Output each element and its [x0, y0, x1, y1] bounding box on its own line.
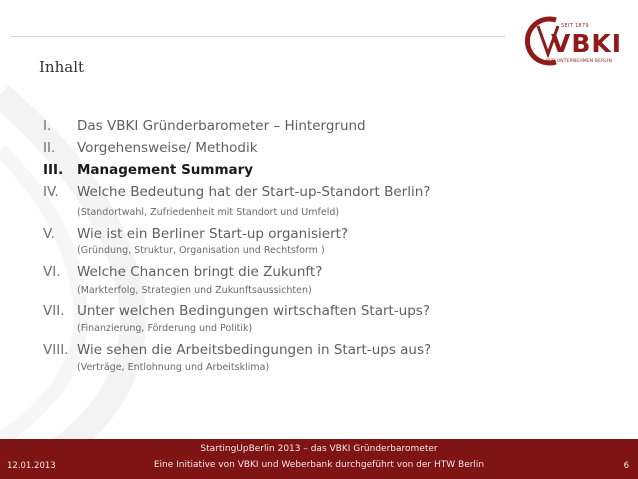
footer-title: StartingUpBerlin 2013 – das VBKI Gründerbarometer: [200, 444, 438, 454]
agenda-item-active: Management Summary: [77, 162, 254, 178]
agenda-item: Wie ist ein Berliner Start-up organisiert?: [77, 226, 349, 242]
agenda-subtitle: (Markterfolg, Strategien und Zukunftsaussichten): [77, 285, 312, 296]
agenda-number-active: III.: [43, 162, 64, 178]
agenda-item: Welche Bedeutung hat der Start-up-Standort Berlin?: [77, 184, 431, 200]
agenda-number: II.: [43, 140, 56, 156]
agenda-item: Unter welchen Bedingungen wirtschaften Start-ups?: [77, 303, 431, 319]
agenda-subtitle: (Finanzierung, Förderung und Politik): [77, 323, 253, 334]
logo-wordmark: VBKI: [551, 29, 623, 58]
agenda-subtitle: (Verträge, Entlohnung und Arbeitsklima): [77, 362, 270, 373]
header-divider: [10, 36, 505, 37]
agenda-number: IV.: [43, 184, 59, 200]
agenda-number: VI.: [43, 264, 61, 280]
agenda-item: Wie sehen die Arbeitsbedingungen in Start-ups aus?: [77, 342, 432, 358]
agenda-subtitle: (Standortwahl, Zufriedenheit mit Standort und Umfeld): [77, 207, 340, 218]
page-number: 6: [623, 461, 629, 471]
logo-tagline: WIR UNTERNEHMEN BERLIN: [546, 59, 612, 64]
logo-since: SEIT 1879: [561, 23, 589, 29]
agenda-item: Vorgehensweise/ Methodik: [77, 140, 258, 156]
agenda-number: VIII.: [43, 342, 69, 358]
agenda-number: VII.: [43, 303, 65, 319]
agenda-number: I.: [43, 118, 52, 134]
footer-subtitle: Eine Initiative von VBKI und Weberbank durchgeführt von der HTW Berlin: [153, 460, 485, 470]
agenda-item: Das VBKI Gründerbarometer – Hintergrund: [77, 118, 366, 134]
agenda-subtitle: (Gründung, Struktur, Organisation und Rechtsform ): [77, 245, 325, 256]
agenda-item: Welche Chancen bringt die Zukunft?: [77, 264, 323, 280]
agenda-number: V.: [43, 226, 55, 242]
slide-title: Inhalt: [39, 58, 85, 76]
footer-date: 12.01.2013: [7, 461, 56, 471]
